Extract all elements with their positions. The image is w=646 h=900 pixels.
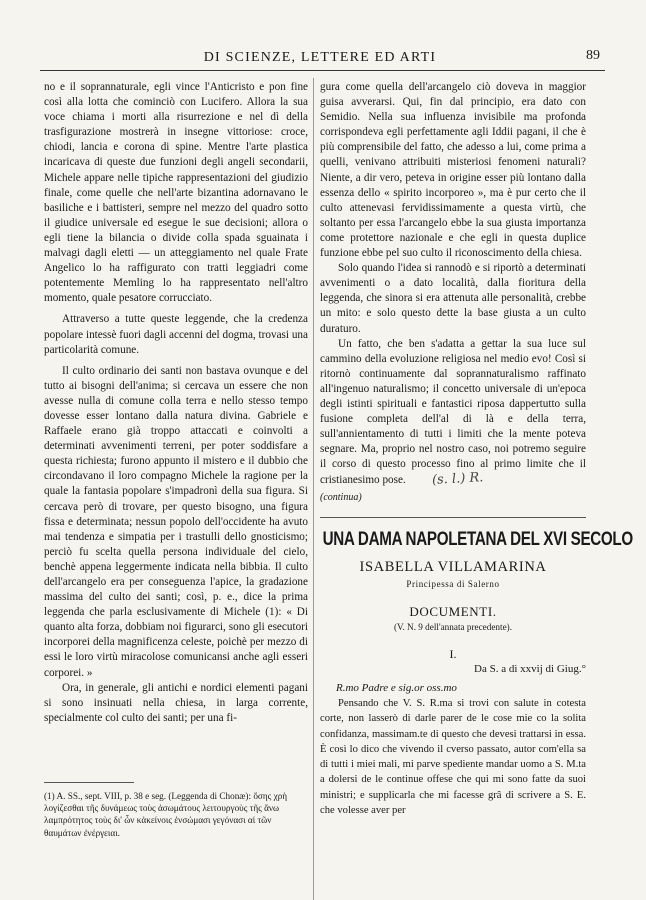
- left-paragraph-3: Il culto ordinario dei santi non bastava ovunque e del tutto ai bisogni dell'anima; si cercava un essere che non avesse nulla di comune colla terra e nello stesso tempo dovesse esser lontano dalla natura divina. Gabriele e Raffaele erano già troppo attaccati e coinvolti a determinati avvenimenti terreni, per poter soddisfare a questa richiesta; furono appunto il mistero e il dubbio che circondavano il loro compagno Michele la ragione per la quale la fantasia popolare s'impadronì della sua figura. Si cercava però di trovare, per questo bisogno, una figura fissa e determinata; nessun popolo dell'occidente ha avuto mai tendenza e simpatia per i trastulli dello gnosticismo; perciò fu scelta quella persona individuale del cielo, benchè appena leggermente indicata nella bibbia. Il culto dell'arcangelo era per conseguenza l'apice, la gradazione massima del culto dei santi; così, p. e., dice la prima leggenda che parla esclusivamente di Michele (1): « Di quanto alta forza, dobbiam noi figurarci, sono gli esecutori incorporei della magnificenza celeste, poichè per mezzo di essi le loro virtù miracolose comunicansi anche agli esseri corporei. »: [44, 364, 308, 679]
- letter-dateline: Da S. a dì xxvij di Giug.°: [474, 663, 586, 676]
- left-column: [44, 80, 308, 726]
- handwritten-note: (s. l.) R.: [431, 470, 484, 489]
- right-paragraph-3: [320, 337, 586, 489]
- section-separator: [320, 517, 586, 518]
- right-column: [320, 80, 633, 818]
- article-person: ISABELLA VILLAMARINA: [359, 558, 547, 575]
- right-paragraph-2: Solo quando l'idea si rannodò e si riportò a determinati avvenimenti o a dato località, dalla fioritura della leggenda, che sinora si era attenuta alle personalità, crebbe un mito: e solo questo dette la base giusta a un culto duraturo.: [320, 262, 586, 335]
- running-title: DI SCIENZE, LETTERE ED ARTI: [203, 50, 437, 65]
- section-heading: DOCUMENTI.: [409, 603, 497, 619]
- footnote: (1) A. SS., sept. VIII, p. 38 e seg. (Leggenda di Chonæ): ὅσης χρὴ λογίζεσθαι τῆς δυνάμεως τοὺς ἀσωμάτους λειτουργοὺς τῆς ἄνω λαμπρότητος τοὺς δι' ὧν κἀκείνοις ἐνσώμασι γεγόνασι αἱ τῶν θαυμάτων ἐνέργειαι.: [44, 791, 288, 838]
- margin-marks: [4, 250, 18, 500]
- right-paragraph-3-text: Un fatto, che ben s'adatta a gettar la sua luce sul cammino della evoluzione religiosa nel medio evo! Così si ritornò continuamente dal soprannaturalismo raffinato all'ingenuo naturalismo; il concetto universale di un'epoca degli istinti spirituali e fantastici riposa dappertutto sulla fusione completa dell'al di là e della terra, sull'annientamento di tutti i limiti che la mente poteva segnare. Ma, proprio nel nostro caso, noi potremo seguire il corso di questo processo fino al primo limite che il cristianesimo pose.: [320, 337, 586, 487]
- letter-body: Pensando che V. S. R.ma si trovi con salute in cotesta corte, non lasserò di darle parer de le cose mie co la solita confidanza, massimam.te di questo che devesi trattarsi in essa. È così lo dico che vivendo il cverso passato, autor com'ella sa di tutti i miei mali, mi parve spediente mandar uomo a S. M.ta a dolersi de le continue offese che qui mi sono fatte da suoi ministri; e supplicarla che mi facesse grâ di scrivere a S. E. che volesse aver per: [320, 698, 586, 816]
- page-header: [40, 48, 600, 68]
- page-number: 89: [586, 48, 600, 63]
- continua-note: (continua): [320, 491, 362, 503]
- section-reference: (V. N. 9 dell'annata precedente).: [393, 621, 513, 632]
- right-paragraph-1: gura come quella dell'arcangelo ciò doveva in maggior guisa avverarsi. Qui, fin dal principio, era dato con Semidio. Nella sua influenza invisibile ma profonda corrispondeva egli perfettamente agli Iddii pagani, il che è più comprensibile del fatto, che adesso a lui, come prima a quelli, venivano attribuiti misteriosi fenomeni naturali? Niente, a dir vero, peteva in origine esser più lontano dalla essenza dello « spirito incorporeo », ma è pur certo che il culto attenevasi fervidissimamente a questa virtù, che soltanto per essa l'arcangelo ebbe la sua giusta importanza come protettore nazionale e che egli in questa duplice funzione ebbe pel suo culto il riconoscimento della chiesa.: [320, 81, 586, 260]
- article-title: UNA DAMA NAPOLETANA DEL XVI SECOLO: [322, 528, 633, 550]
- header-rule: [40, 70, 605, 71]
- document-number: I.: [449, 647, 457, 661]
- footnote-rule: [44, 782, 134, 783]
- left-paragraph-4: Ora, in generale, gli antichi e nordici elementi pagani si sono insinuati nella chiesa, in larga corrente, specialmente col culto dei santi; per una fi-: [44, 681, 308, 724]
- left-paragraph-1: no e il soprannaturale, egli vince l'Anticristo e pon fine così alla lotta che cominciò con Lucifero. Allora la sua voce chiama i morti alla risurrezione e nel dì della trasfigurazione mostrerà in insegne vittoriose: croce, chiodi, lancia e corona di spine. Mentre l'arte plastica incaricava di queste due funzioni degli angeli secondarii, Michele appare nelle tipiche rappresentazioni del giudizio finale, come quelle che nell'arte bizantina adornavano le basiliche e i battisteri, sempre nel mezzo del quadro sotto il giudice universale ed esegue le sue decisioni; allora o egli tiene la bilancia o divide colla spada sguainata i malvagi dagli eletti — un atteggiamento nel quale Frate Angelico lo ha raffigurato con tratti leggiadri come potentemente Memling lo ha rappresentato nell'altro momento, quale pesatore corrucciato.: [44, 81, 308, 305]
- column-divider: [313, 78, 314, 900]
- left-paragraph-2: Attraverso a tutte queste leggende, che la credenza popolare intessè fuori dagli accenni del dogma, trovasi una particolarità comune.: [44, 313, 308, 356]
- letter-salutation: R.mo Padre e sig.or oss.mo: [336, 682, 457, 695]
- article-subtitle: Principessa di Salerno: [406, 578, 500, 589]
